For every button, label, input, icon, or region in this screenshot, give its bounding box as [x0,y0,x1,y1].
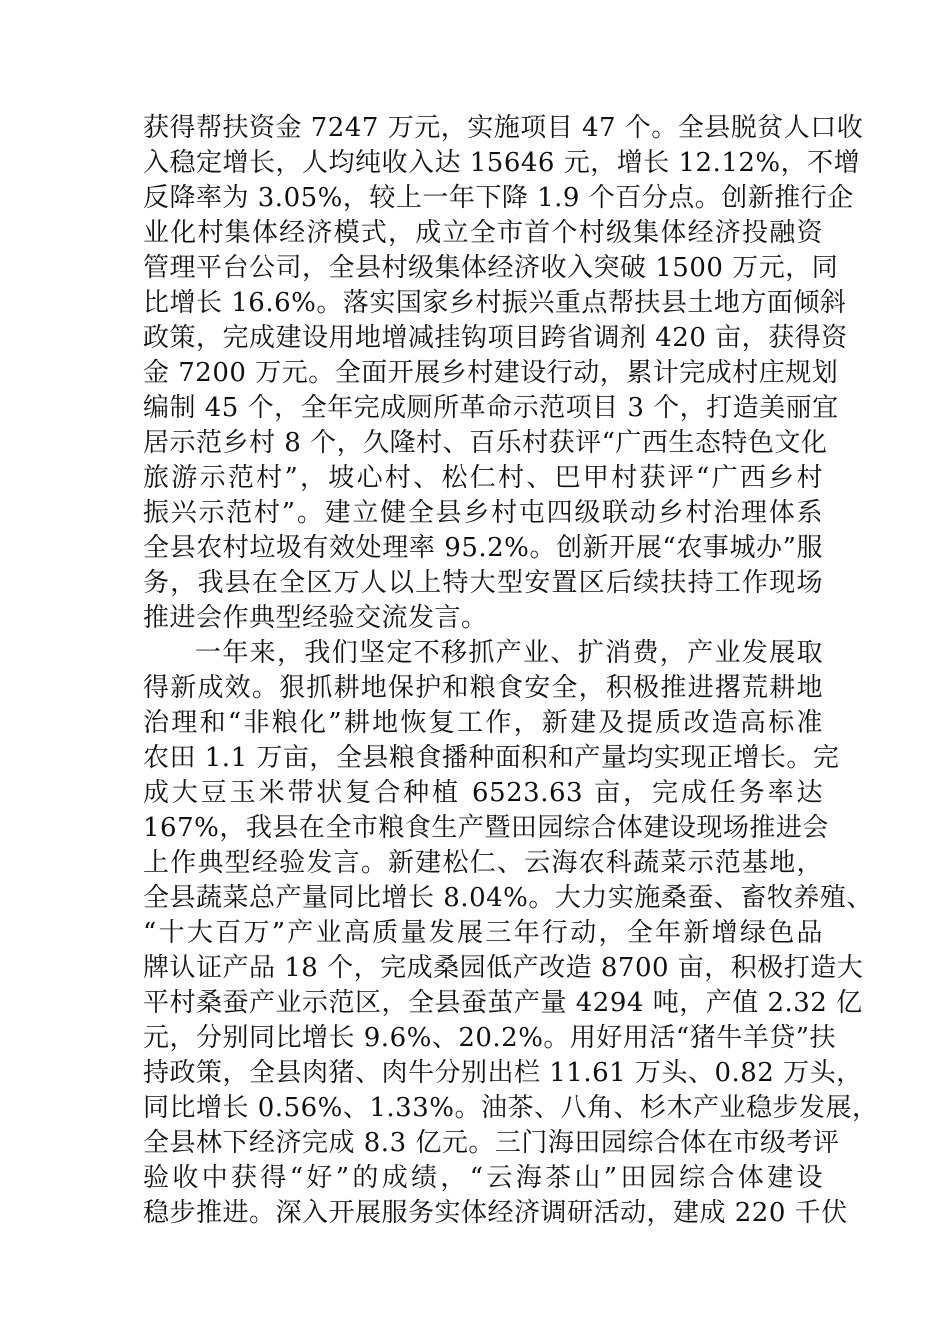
text-line: 金 7200 万元。全面开展乡村建设行动，累计完成村庄规划 [143,358,839,388]
text-line: 牌认证产品 18 个，完成桑园低产改造 8700 亩，积极打造大 [143,953,864,983]
text-line: 振兴示范村”。建立健全县乡村屯四级联动乡村治理体系 [143,498,823,528]
text-line: 农田 1.1 万亩，全县粮食播种面积和产量均实现正增长。完 [143,743,840,773]
text-line: 务，我县在全区万人以上特大型安置区后续扶持工作现场 [143,568,823,598]
text-line: 平村桑蚕产业示范区，全县蚕茧产量 4294 吨，产值 2.32 亿 [143,988,863,1018]
text-line: 政策，完成建设用地增减挂钩项目跨省调剂 420 亩，获得资 [143,323,848,353]
text-line: 业化村集体经济模式，成立全市首个村级集体经济投融资 [143,218,823,248]
text-line: 167%，我县在全市粮食生产暨田园综合体建设现场推进会 [143,813,829,843]
text-line: 全县蔬菜总产量同比增长 8.04%。大力实施桑蚕、畜牧养殖、 [143,883,873,913]
text-line: 编制 45 个，全年完成厕所革命示范项目 3 个，打造美丽宜 [143,393,839,423]
text-line: 反降率为 3.05%，较上一年下降 1.9 个百分点。创新推行企 [143,183,854,213]
text-line: 验收中获得“好”的成绩，“云海茶山”田园综合体建设 [143,1163,823,1193]
text-line: 稳步推进。深入开展服务实体经济调研活动，建成 220 千伏 [143,1198,848,1228]
text-line: 上作典型经验发言。新建松仁、云海农科蔬菜示范基地， [143,848,823,878]
text-line: 成大豆玉米带状复合种植 6523.63 亩，完成任务率达 [143,778,823,808]
text-line: 入稳定增长，人均纯收入达 15646 元，增长 12.12%，不增 [143,148,861,178]
text-line: 持政策，全县肉猪、肉牛分别出栏 11.61 万头、0.82 万头， [143,1058,863,1088]
text-line: 元，分别同比增长 9.6%、20.2%。用好用活“猪牛羊贷”扶 [143,1023,836,1053]
text-line: 同比增长 0.56%、1.33%。油茶、八角、杉木产业稳步发展， [143,1093,879,1123]
text-line: “十大百万”产业高质量发展三年行动，全年新增绿色品 [143,918,823,948]
text-line: 推进会作典型经验交流发言。 [143,603,488,633]
text-line: 管理平台公司，全县村级集体经济收入突破 1500 万元，同 [143,253,839,283]
text-line: 旅游示范村”，坡心村、松仁村、巴甲村获评“广西乡村 [143,463,823,493]
text-line: 获得帮扶资金 7247 万元，实施项目 47 个。全县脱贫人口收 [143,113,864,143]
document-body [143,111,879,1231]
text-line: 居示范乡村 8 个，久隆村、百乐村获评“广西生态特色文化 [143,428,828,458]
paragraph-first-line: 一年来，我们坚定不移抓产业、扩消费，产业发展取 [195,638,823,668]
text-line: 得新成效。狠抓耕地保护和粮食安全，积极推进撂荒耕地 [143,673,823,703]
text-line: 全县林下经济完成 8.3 亿元。三门海田园综合体在市级考评 [143,1128,840,1158]
text-line: 治理和“非粮化”耕地恢复工作，新建及提质改造高标准 [143,708,823,738]
text-line: 全县农村垃圾有效处理率 95.2%。创新开展“农事城办”服 [143,533,823,563]
text-line: 比增长 16.6%。落实国家乡村振兴重点帮扶县土地方面倾斜 [143,288,847,318]
